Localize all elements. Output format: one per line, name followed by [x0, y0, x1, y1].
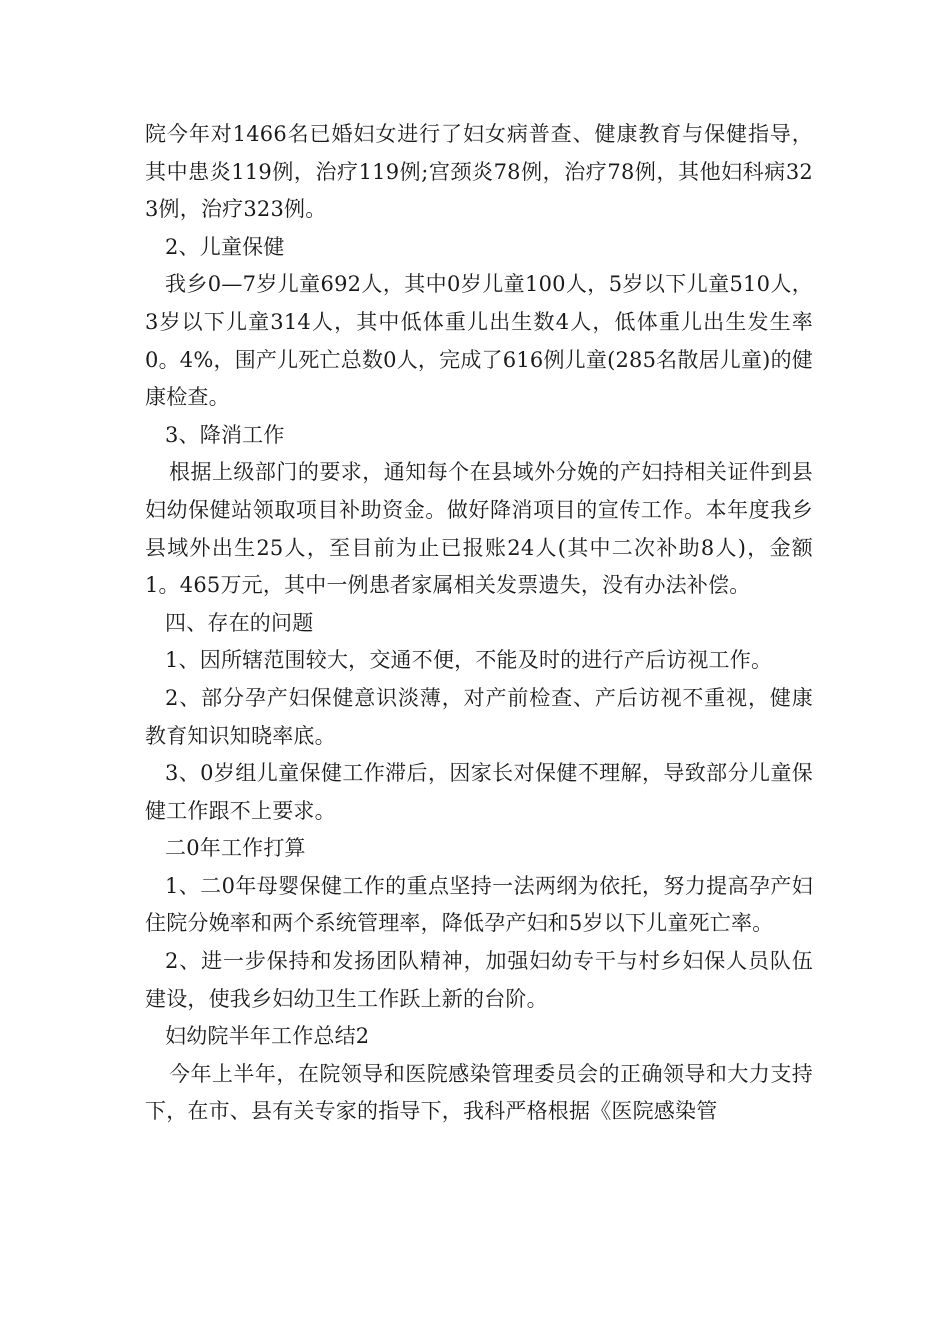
paragraph-reduction-project: 根据上级部门的要求，通知每个在县域外分娩的产妇持相关证件到县妇幼保健站领取项目补助资金。做好降消项目的宣传工作。本年度我乡县域外出生25人，至目前为止已报账24人(其中二次补助8人)，金额1。465万元，其中一例患者家属相关发票遗失，没有办法补偿。 [145, 460, 813, 598]
heading-child-health: 2、儿童保健 [165, 234, 285, 259]
paragraph-problem-2: 2、部分孕产妇保健意识淡薄，对产前检查、产后访视不重视，健康教育知识知晓率底。 [145, 685, 813, 748]
paragraph-problem-3: 3、0岁组儿童保健工作滞后，因家长对保健不理解，导致部分儿童保健工作跟不上要求。 [145, 761, 813, 823]
heading-work-plan: 二0年工作打算 [165, 836, 306, 861]
heading-existing-problems: 四、存在的问题 [165, 610, 314, 635]
document-page [145, 116, 813, 1131]
paragraph-summary-intro: 今年上半年，在院领导和医院感染管理委员会的正确领导和大力支持下，在市、县有关专家的指导下，我科严格根据《医院感染管 [145, 1061, 813, 1124]
paragraph-gynecology-screening: 院今年对1466名已婚妇女进行了妇女病普查、健康教育与保健指导，其中患炎119例，治疗119例;宫颈炎78例，治疗78例，其他妇科病323例，治疗323例。 [145, 122, 813, 222]
paragraph-plan-1: 1、二0年母婴保健工作的重点坚持一法两纲为依托，努力提高孕产妇住院分娩率和两个系统管理率，降低孕产妇和5岁以下儿童死亡率。 [145, 873, 813, 936]
heading-reduction-work: 3、降消工作 [165, 422, 285, 447]
paragraph-plan-2: 2、进一步保持和发扬团队精神，加强妇幼专干与村乡妇保人员队伍建设，使我乡妇幼卫生工作跃上新的台阶。 [145, 949, 813, 1011]
paragraph-child-statistics: 我乡0—7岁儿童692人，其中0岁儿童100人，5岁以下儿童510人，3岁以下儿童314人，其中低体重儿出生数4人，低体重儿出生发生率0。4%，围产儿死亡总数0人，完成了616例儿童(285名散居儿童)的健康检查。 [145, 272, 813, 410]
paragraph-problem-1: 1、因所辖范围较大，交通不便，不能及时的进行产后访视工作。 [165, 648, 773, 673]
heading-summary-2: 妇幼院半年工作总结2 [165, 1024, 370, 1049]
